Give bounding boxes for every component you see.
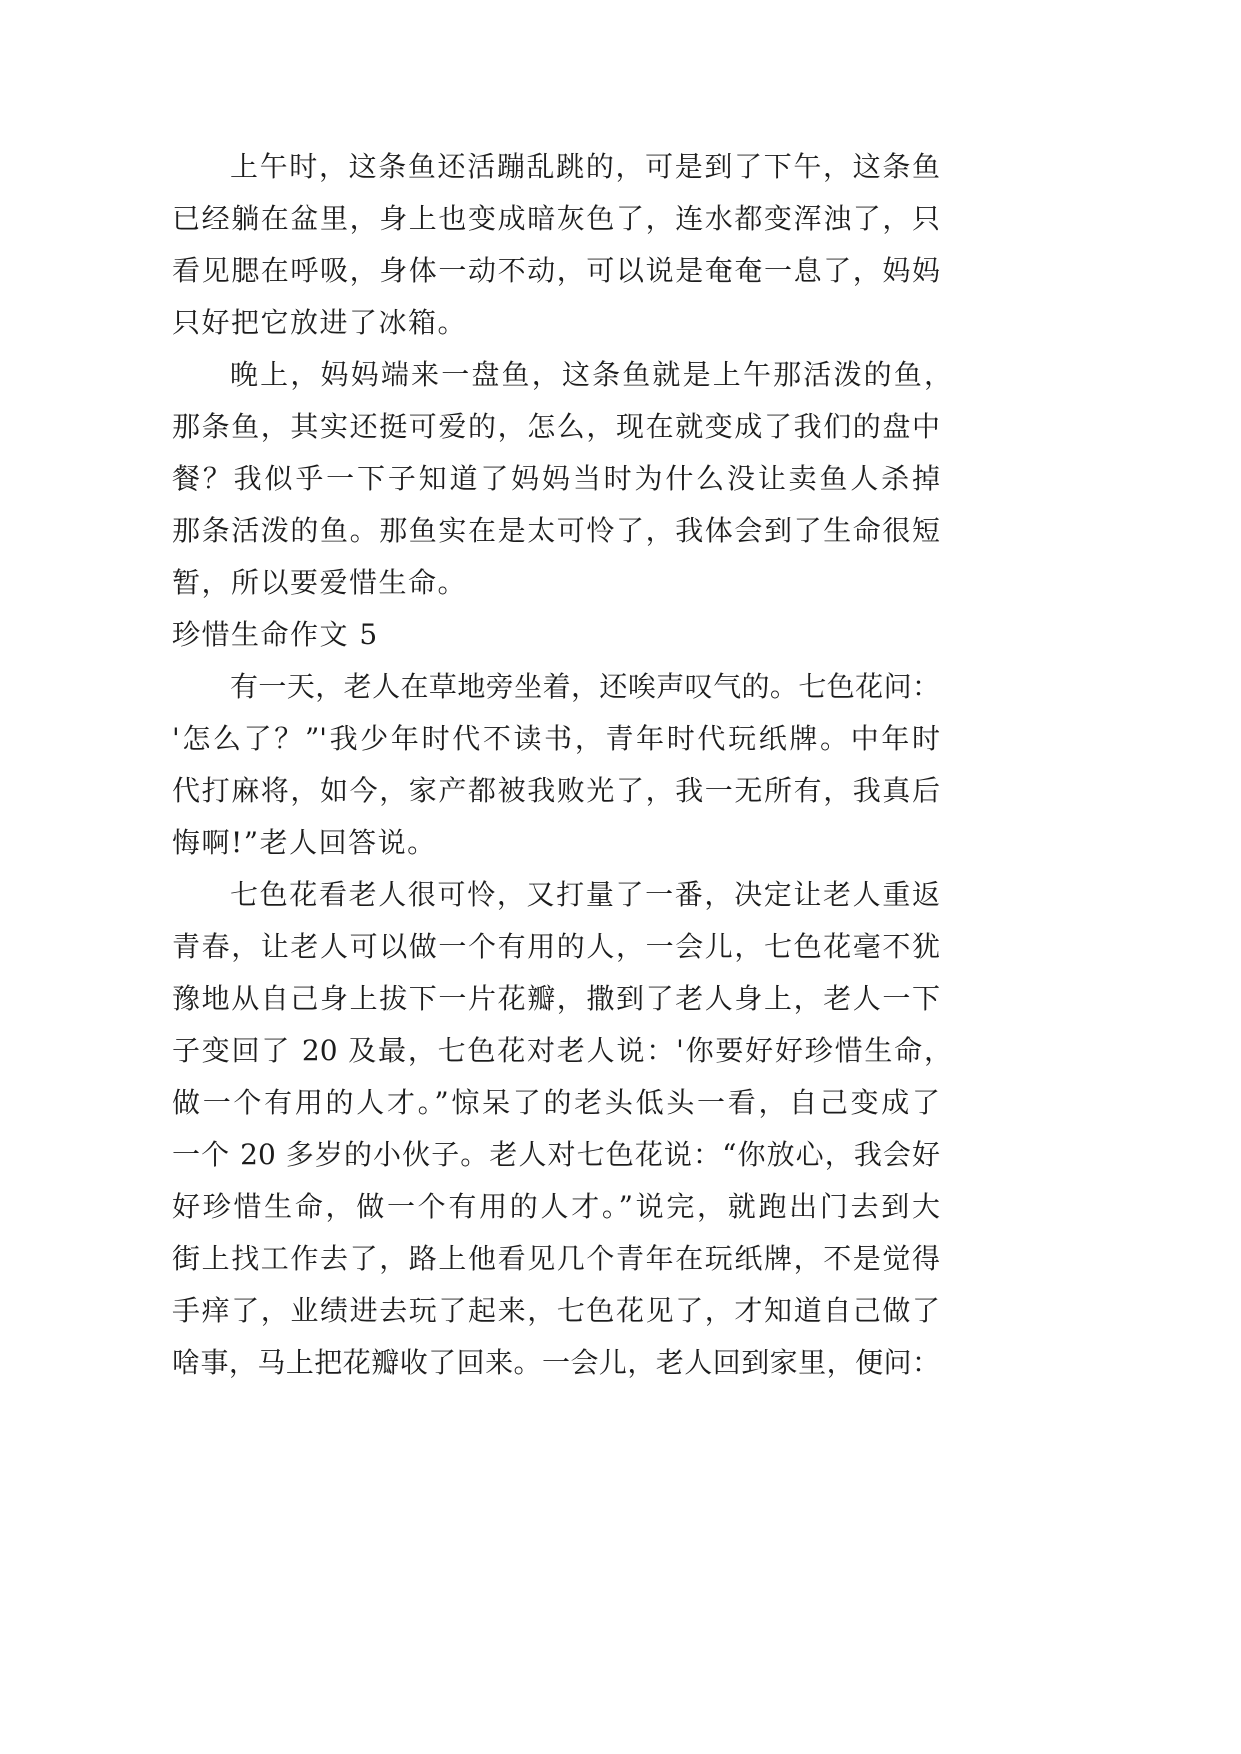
body-line: 已经躺在盆里，身上也变成暗灰色了，连水都变浑浊了，只 (172, 202, 940, 235)
body-line: 街上找工作去了，路上他看见几个青年在玩纸牌，不是觉得 (172, 1242, 940, 1275)
body-line: 豫地从自己身上拔下一片花瓣，撒到了老人身上，老人一下 (172, 982, 940, 1015)
body-line: 手痒了，业绩进去玩了起来，七色花见了，才知道自己做了 (172, 1294, 940, 1327)
paragraph (172, 869, 952, 1389)
body-line: 做一个有用的人才。”惊呆了的老头低头一看，自己变成了 (172, 1086, 940, 1119)
paragraph (172, 349, 952, 609)
body-line: 悔啊!”老人回答说。 (172, 826, 437, 859)
body-line: 代打麻将，如今，家产都被我败光了，我一无所有，我真后 (172, 774, 940, 807)
paragraph (172, 661, 940, 869)
paragraph (172, 141, 940, 349)
body-line: 餐？我似乎一下子知道了妈妈当时为什么没让卖鱼人杀掉 (172, 462, 940, 495)
body-line: 只好把它放进了冰箱。 (172, 306, 468, 339)
body-line: 子变回了 20 及最，七色花对老人说：'你要好好珍惜生命， (172, 1034, 952, 1067)
body-line: 啥事，马上把花瓣收了回来。一会儿，老人回到家里，便问： (172, 1346, 940, 1379)
body-line: 暂，所以要爱惜生命。 (172, 566, 468, 599)
body-line: 上午时，这条鱼还活蹦乱跳的，可是到了下午，这条鱼 (230, 150, 940, 183)
body-line: 青春，让老人可以做一个有用的人，一会儿，七色花毫不犹 (172, 930, 940, 963)
body-line: 看见腮在呼吸，身体一动不动，可以说是奄奄一息了，妈妈 (172, 254, 940, 287)
document-body (172, 141, 952, 1389)
section-heading: 珍惜生命作文 5 (172, 618, 379, 651)
body-line: '怎么了？”'我少年时代不读书，青年时代玩纸牌。中年时 (172, 722, 940, 755)
body-line: 好珍惜生命，做一个有用的人才。”说完，就跑出门去到大 (172, 1190, 940, 1223)
body-line: 一个 20 多岁的小伙子。老人对七色花说：“你放心，我会好 (172, 1138, 940, 1171)
body-line: 七色花看老人很可怜，又打量了一番，决定让老人重返 (230, 878, 940, 911)
body-line: 晚上，妈妈端来一盘鱼，这条鱼就是上午那活泼的鱼， (230, 358, 952, 391)
body-line: 那条鱼，其实还挺可爱的，怎么，现在就变成了我们的盘中 (172, 410, 940, 443)
body-line: 那条活泼的鱼。那鱼实在是太可怜了，我体会到了生命很短 (172, 514, 940, 547)
body-line: 有一天，老人在草地旁坐着，还唉声叹气的。七色花问： (230, 670, 940, 703)
